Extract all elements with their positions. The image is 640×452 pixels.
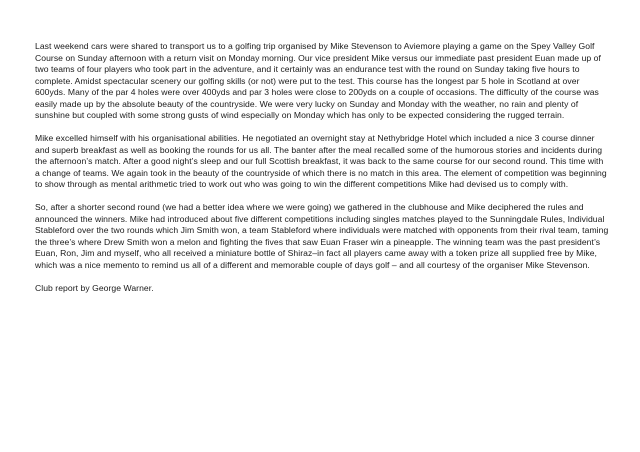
club-report-article	[35, 41, 609, 294]
paragraph-competition-results: So, after a shorter second round (we had a better idea where we were going) we gathered in the clubhouse and Mike deciphered the rules and announced the winners. Mike had introduced about five different competitions including singles matches played to the Sunningdale Rules, Individual Stableford over the two rounds which Jim Smith won, a team Stableford where individuals were matched with opponents from their rival team, taming the three’s where Drew Smith won a melon and fighting the fives that saw Euan Fraser win a pineapple. The winning team was the past president’s Euan, Ron, Jim and myself, who all received a miniature bottle of Shiraz–in fact all players came away with a token prize all supplied free by Mike, which was a nice memento to remind us all of a different and memorable couple of days golf – and all courtesy of the organiser Mike Stevenson.	[35, 202, 609, 270]
paragraph-golf-trip: Last weekend cars were shared to transport us to a golfing trip organised by Mike Stevenson to Aviemore playing a game on the Spey Valley Golf Course on Sunday afternoon with a return visit on Monday morning. Our vice president Mike versus our immediate past president Euan made up of two teams of four players who took part in the adventure, and it certainly was an endurance test with the round on Sunday taking five hours to complete. Amidst spectacular scenery our golfing skills (or not) were put to the test. This course has the longest par 5 hole in Scotland at over 600yds. Many of the par 4 holes were over 400yds and par 3 holes were close to 200yds on a couple of occasions. The difficulty of the course was easily made up by the absolute beauty of the countryside. We were very lucky on Sunday and Monday with the weather, no rain and plenty of sunshine but coupled with some strong gusts of wind especially on Monday which has only to be expected considering the rugged terrain.	[35, 41, 601, 120]
paragraph-hotel-stay: Mike excelled himself with his organisational abilities. He negotiated an overnight stay at Nethybridge Hotel which included a nice 3 course dinner and superb breakfast as well as booking the rounds for us all. The banter after the meal recalled some of the humorous stories and incidents during the afternoon’s match. After a good night’s sleep and our full Scottish breakfast, it was back to the same course for our second round. This time with a change of teams. We again took in the beauty of the countryside of which there is no match in this area. The element of competition was beginning to show through as mental arithmetic tried to work out who was going to win the different competitions Mike had devised us to comply with.	[35, 133, 607, 189]
report-signoff: Club report by George Warner.	[35, 282, 154, 293]
